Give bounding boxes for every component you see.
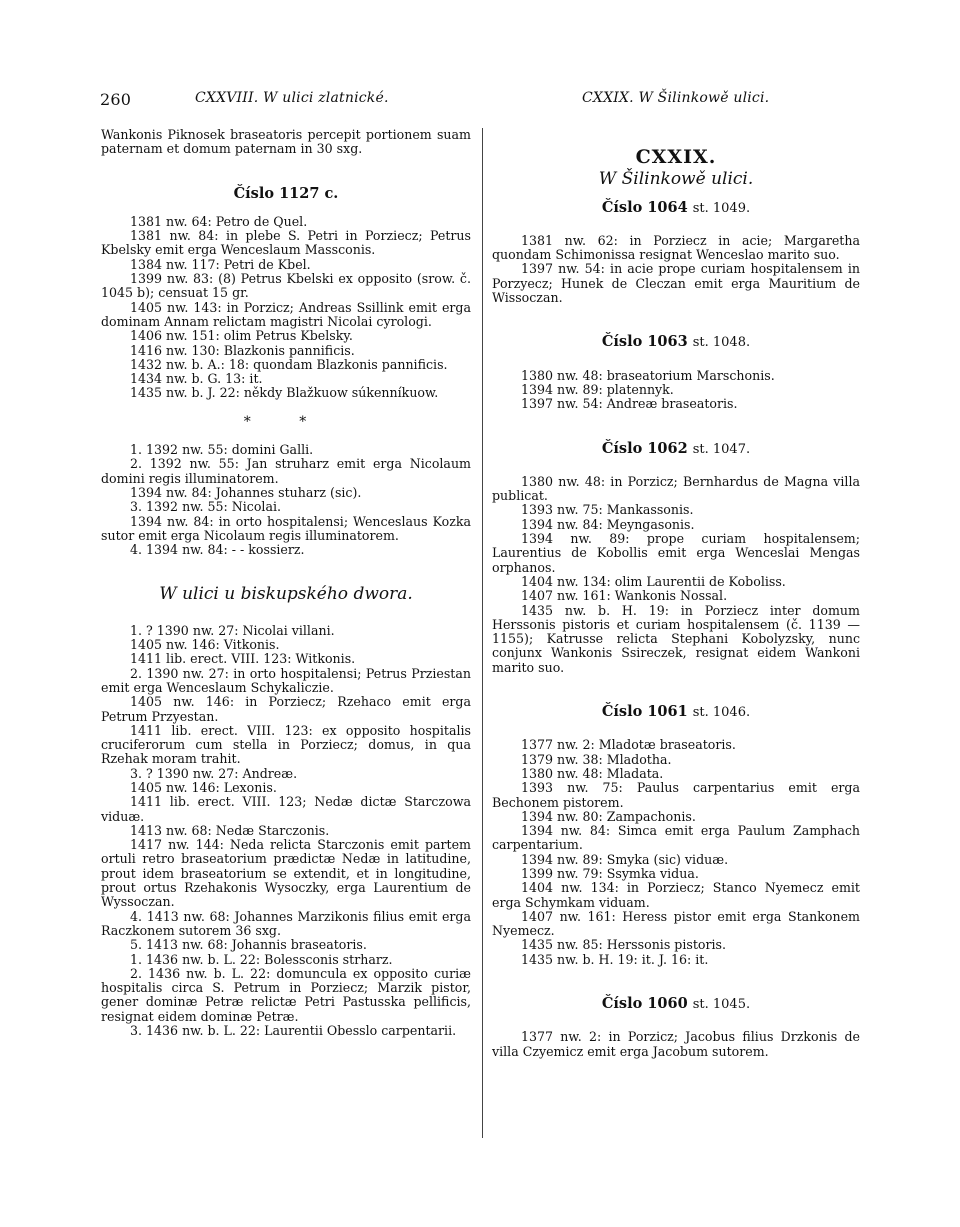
section-heading-1061: Číslo 1061 st. 1046. <box>601 703 751 721</box>
entry: 1381 nw. 84: in plebe S. Petri in Porziecz; Petrus Kbelsky emit erga Wenceslaum Massconis. <box>101 228 471 258</box>
entry: 4. 1394 nw. 84: - - kossierz. <box>130 542 305 558</box>
entry: 1435 nw. b. J. 22: někdy Blažkuow súkenníkuow. <box>130 385 439 401</box>
entry: 1379 nw. 38: Mladotha. <box>521 751 672 767</box>
right-column <box>492 146 860 1059</box>
entry: 1384 nw. 117: Petri de Kbel. <box>130 256 311 272</box>
entry: 1. 1392 nw. 55: domini Galli. <box>130 442 314 458</box>
entry: 1405 nw. 146: in Porziecz; Rzehaco emit erga Petrum Przyestan. <box>101 694 471 724</box>
entry: 1397 nw. 54: Andreæ braseatoris. <box>521 396 738 412</box>
entry: 1380 nw. 48: in Porzicz; Bernhardus de Magna villa publicat. <box>492 473 860 504</box>
entry: 1394 nw. 84: Meyngasonis. <box>521 516 695 532</box>
entry: 1432 nw. b. A.: 18: quondam Blazkonis pannificis. <box>130 356 448 372</box>
entry: 1405 nw. 146: Lexonis. <box>130 779 277 795</box>
entry: 1435 nw. 85: Herssonis pistoris. <box>521 937 727 953</box>
entry: 1416 nw. 130: Blazkonis pannificis. <box>130 342 355 358</box>
entry: 1394 nw. 80: Zampachonis. <box>521 808 696 824</box>
entry: 1. 1436 nw. b. L. 22: Bolessconis strharz. <box>130 951 393 967</box>
entry: 1434 nw. b. G. 13: it. <box>130 371 263 387</box>
entry: 1397 nw. 54: in acie prope curiam hospitalensem in Porzyecz; Hunek de Cleczan emit erga Mauritium de Wissoczan. <box>492 261 860 306</box>
entries-1127 <box>101 215 471 401</box>
entry: 1393 nw. 75: Mankassonis. <box>521 502 694 518</box>
entry: 1405 nw. 143: in Porzicz; Andreas Ssillink emit erga dominam Annam relictam magistri Nicolai cyrologi. <box>101 299 471 329</box>
entry: 1435 nw. b. H. 19: in Porziecz inter domum Herssonis pistoris et curiam hospitalensem (č. 1139 — 1155); Katrusse relicta Stephani Kobolyzsky, nunc conjunx Wankonis Ssireczek, resignat eidem Wankoni marito suo. <box>492 602 860 675</box>
entry: 1404 nw. 134: in Porziecz; Stanco Nyemecz emit erga Schymkam viduam. <box>492 880 860 910</box>
entry: 2. 1392 nw. 55: Jan struharz emit erga Nicolaum domini regis illuminatorem. <box>101 456 471 486</box>
chapter-number: CXXIX. <box>635 146 717 168</box>
entry: 3. 1436 nw. b. L. 22: Laurentii Obesslo carpentarii. <box>130 1023 457 1039</box>
section-heading-1127: Číslo 1127 c. <box>233 184 339 202</box>
entry: 1399 nw. 83: (8) Petrus Kbelski ex opposito (srow. č. 1045 b); censuat 15 gr. <box>101 271 471 301</box>
left-column <box>101 128 471 1038</box>
page-number: 260 <box>100 90 132 109</box>
section-heading-1062: Číslo 1062 st. 1047. <box>601 439 751 457</box>
section-stars: * * <box>243 413 329 430</box>
intro-paragraph: Wankonis Piknosek braseatoris percepit portionem suam paternam et domum paternam in 30 sxg. <box>101 127 471 157</box>
entry: 1435 nw. b. H. 19: it. J. 16: it. <box>521 951 709 967</box>
entry: 5. 1413 nw. 68: Johannis braseatoris. <box>130 937 367 953</box>
entry: 1377 nw. 2: Mladotæ braseatoris. <box>521 737 736 753</box>
entry: 1411 lib. erect. VIII. 123; Nedæ dictæ Starczowa viduæ. <box>101 794 471 824</box>
street-heading: W ulici u biskupského dwora. <box>159 584 413 605</box>
entry: 1411 lib. erect. VIII. 123: Witkonis. <box>130 651 356 667</box>
entry: 4. 1413 nw. 68: Johannes Marzikonis filius emit erga Raczkonem sutorem 36 sxg. <box>101 908 471 938</box>
entry: 1394 nw. 84: Johannes stuharz (sic). <box>130 484 362 500</box>
entry: 1380 nw. 48: Mladata. <box>521 765 664 781</box>
entry: 1394 nw. 89: Smyka (sic) viduæ. <box>521 851 729 867</box>
entry: 1404 nw. 134: olim Laurentii de Koboliss. <box>521 573 786 589</box>
entry: 1406 nw. 151: olim Petrus Kbelsky. <box>130 328 353 344</box>
entry: 1394 nw. 89: platennyk. <box>521 381 674 397</box>
section-heading-1064: Číslo 1064 st. 1049. <box>601 198 751 216</box>
entry: 1407 nw. 161: Heress pistor emit erga Stankonem Nyemecz. <box>492 908 860 939</box>
entry: 1413 nw. 68: Nedæ Starczonis. <box>130 822 330 838</box>
entry: 1381 nw. 64: Petro de Quel. <box>130 213 308 229</box>
street-entries <box>101 624 471 1039</box>
entry: 1417 nw. 144: Neda relicta Starczonis emit partem ortuli retro braseatorium prædictæ Nedæ in latitudine, prout idem braseatorium se extendit, et in longitudine, prout ortus Rzehakonis Wysoczky, erga Laurentium de Wyssoczan. <box>101 837 471 910</box>
entry: 1394 nw. 89: prope curiam hospitalensem; Laurentius de Kobollis emit erga Wenceslai Mengas orphanos. <box>492 531 860 575</box>
numbered-entries <box>101 443 471 557</box>
entry: 1399 nw. 79: Ssymka vidua. <box>521 865 699 881</box>
running-title-right: CXXIX. W Šilinkowě ulici. <box>582 90 770 106</box>
entry: 1405 nw. 146: Vitkonis. <box>130 637 280 653</box>
entry: 3. ? 1390 nw. 27: Andreæ. <box>130 765 298 781</box>
entry: 1380 nw. 48: braseatorium Marschonis. <box>521 367 775 383</box>
section-heading-1060: Číslo 1060 st. 1045. <box>601 995 751 1013</box>
section-heading-1063: Číslo 1063 st. 1048. <box>601 333 751 351</box>
entry: 1407 nw. 161: Wankonis Nossal. <box>521 588 728 604</box>
chapter-title: W Šilinkowě ulici. <box>598 169 754 190</box>
entry: 1393 nw. 75: Paulus carpentarius emit erga Bechonem pistorem. <box>492 780 860 810</box>
entry: 2. 1390 nw. 27: in orto hospitalensi; Petrus Prziestan emit erga Wenceslaum Schykaliczie. <box>101 665 471 695</box>
entry: 1394 nw. 84: in orto hospitalensi; Wenceslaus Kozka sutor emit erga Nicolaum regis illuminatorem. <box>101 513 471 543</box>
entry: 1. ? 1390 nw. 27: Nicolai villani. <box>130 622 335 638</box>
entry: 1394 nw. 84: Simca emit erga Paulum Zamphach carpentarium. <box>492 823 860 853</box>
running-title-left: CXXVIII. W ulici zlatnické. <box>195 90 389 106</box>
column-rule <box>482 128 483 1138</box>
entry: 2. 1436 nw. b. L. 22: domuncula ex opposito curiæ hospitalis circa S. Petrum in Porziecz; Marzik pistor, gener dominæ Petræ relictæ Petri Pastusska pellificis, resignat eidem dominæ Petræ. <box>101 965 471 1024</box>
entry: 1381 nw. 62: in Porziecz in acie; Margaretha quondam Schimonissa resignat Wenceslao marito suo. <box>492 232 860 263</box>
entry: 1377 nw. 2: in Porzicz; Jacobus filius Drzkonis de villa Czyemicz emit erga Jacobum sutorem. <box>492 1029 860 1059</box>
entry: 1411 lib. erect. VIII. 123: ex opposito hospitalis cruciferorum cum stella in Porziecz; domus, in qua Rzehak moram trahit. <box>101 722 471 767</box>
entry: 3. 1392 nw. 55: Nicolai. <box>130 499 281 515</box>
